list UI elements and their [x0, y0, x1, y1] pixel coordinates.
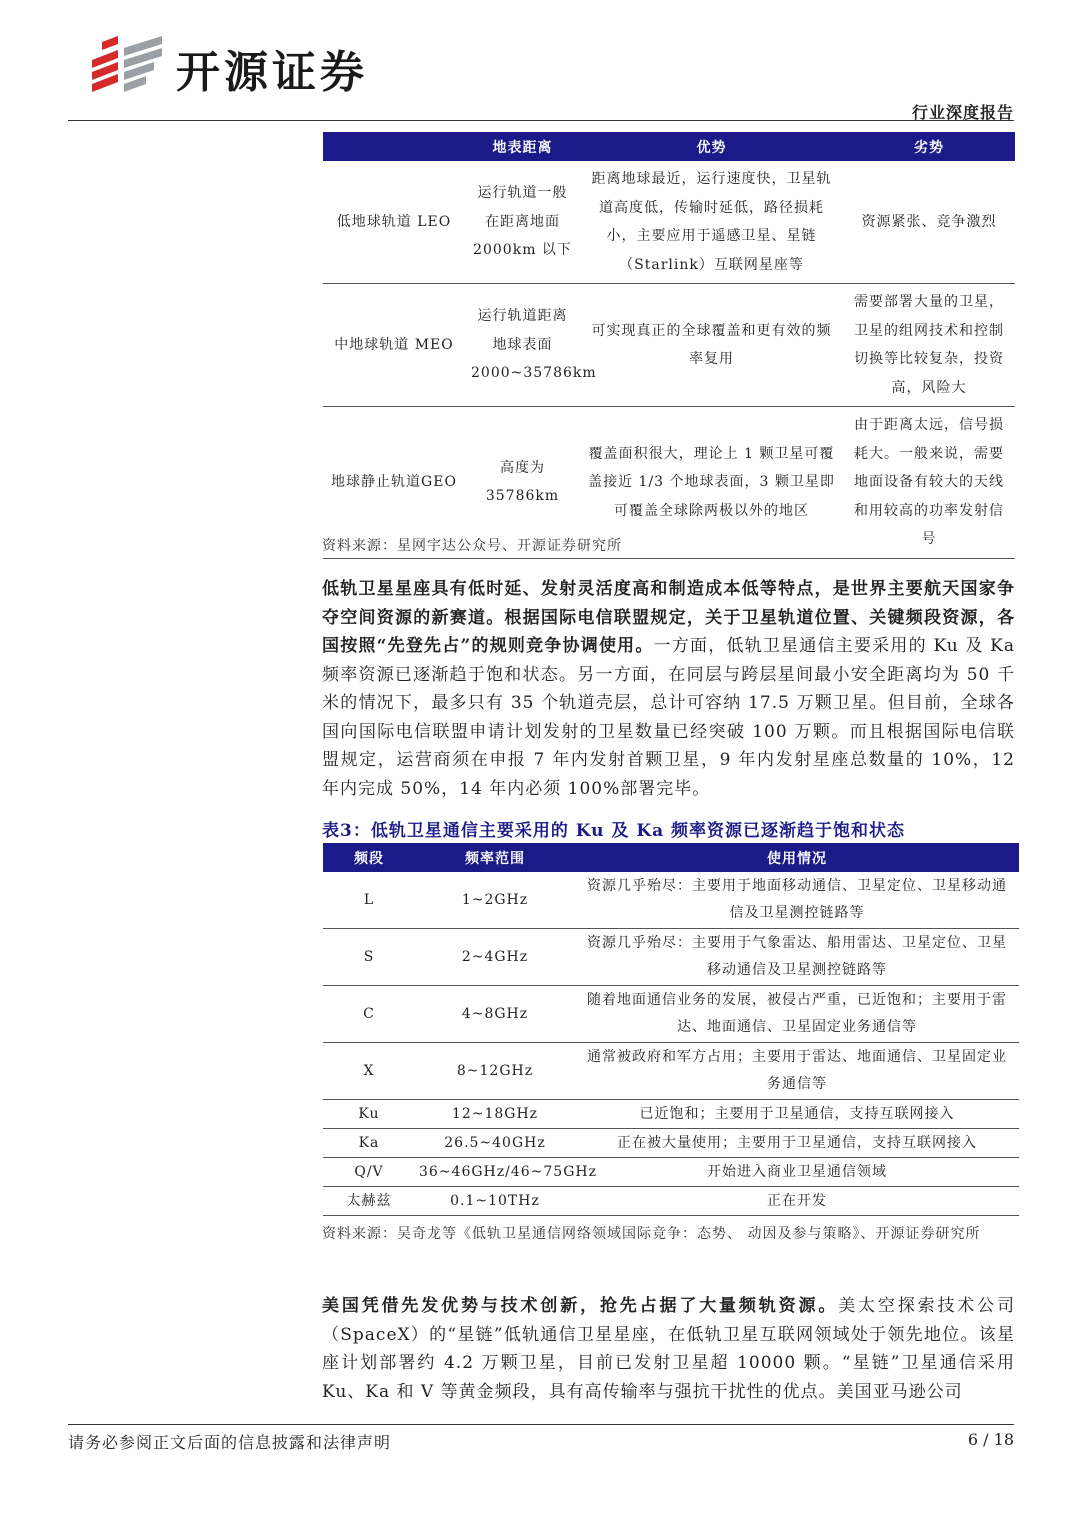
paragraph-text: 一方面，低轨卫星通信主要采用的 Ku 及 Ka 频率资源已逐渐趋于饱和状态。另一方面，在同层与跨层星间最小安全距离均为 50 千米的情况下，最多只有 35 个轨道壳层，总计可容纳 17.5 万颗卫星。但目前，全球各国向国际电信联盟申请计划发射的卫星数量已经突破 100 万颗。而且根据国际电信联盟规定，运营商须在申报 7 年内发射首颗卫星，9 年内发射星座总数量的 10%，12 年内完成 50%，14 年内必须 100%部署完毕。 — [322, 636, 1016, 799]
report-type: 行业深度报告 — [911, 103, 1014, 122]
kaiyuan-logo-icon — [88, 32, 166, 98]
orbit-distance: 运行轨道一般在距离地面2000km 以下 — [465, 161, 580, 284]
header-cell: 地表距离 — [465, 132, 580, 161]
disclaimer-text: 请务必参阅正文后面的信息披露和法律声明 — [68, 1433, 392, 1452]
header-cell: 频段 — [323, 843, 415, 872]
orbit-advantage: 可实现真正的全球覆盖和更有效的频率复用 — [580, 284, 843, 407]
paragraph-bold-lead: 低轨卫星星座具有低时延、发射灵活度高和制造成本低等特点，是世界主要航天国家争夺空间资源的新赛道。根据国际电信联盟规定，关于卫星轨道位置、关键频段资源，各国按照“先登先占”的规则竞争协调使用。 — [322, 579, 1015, 656]
frequency-band-table — [323, 843, 1019, 1216]
header-cell: 使用情况 — [575, 843, 1019, 872]
table-row — [323, 929, 1019, 986]
table-row — [323, 986, 1019, 1043]
table-row — [323, 1158, 1019, 1187]
body-paragraph — [322, 1292, 1015, 1406]
table-row — [323, 1187, 1019, 1216]
band-name: C — [323, 986, 415, 1043]
band-name: Ka — [323, 1129, 415, 1158]
table-row — [323, 284, 1015, 407]
orbit-disadvantage: 需要部署大量的卫星，卫星的组网技术和控制切换等比较复杂，投资高，风险大 — [843, 284, 1015, 407]
band-range: 0.1~10THz — [415, 1187, 575, 1216]
band-name: Ku — [323, 1100, 415, 1129]
header-cell: 优势 — [580, 132, 843, 161]
band-range: 4~8GHz — [415, 986, 575, 1043]
table-row — [323, 161, 1015, 284]
band-range: 12~18GHz — [415, 1100, 575, 1129]
table-row — [323, 1043, 1019, 1100]
band-usage: 通常被政府和军方占用；主要用于雷达、地面通信、卫星固定业务通信等 — [575, 1043, 1019, 1100]
orbit-disadvantage: 资源紧张、竞争激烈 — [843, 161, 1015, 284]
band-usage: 资源几乎殆尽：主要用于地面移动通信、卫星定位、卫星移动通信及卫星测控链路等 — [575, 872, 1019, 929]
header-cell — [323, 132, 465, 161]
page-number: 6 / 18 — [967, 1430, 1014, 1449]
paragraph-text: 美太空探索技术公司（SpaceX）的“星链”低轨通信卫星星座，在低轨卫星互联网领域处于领先地位。该星座计划部署约 4.2 万颗卫星，目前已发射卫星超 10000 颗。“星链”卫星通信采用 Ku、Ka 和 V 等黄金频段，具有高传输率与强抗干扰性的优点。美国亚马逊公司 — [322, 1296, 1016, 1402]
band-usage: 已近饱和；主要用于卫星通信，支持互联网接入 — [575, 1100, 1019, 1129]
band-range: 26.5~40GHz — [415, 1129, 575, 1158]
band-range: 2~4GHz — [415, 929, 575, 986]
orbit-distance: 高度为35786km — [465, 407, 580, 559]
band-name: 太赫兹 — [323, 1187, 415, 1216]
band-name: Q/V — [323, 1158, 415, 1187]
table-header-row — [323, 132, 1015, 161]
header-cell: 劣势 — [843, 132, 1015, 161]
band-usage: 随着地面通信业务的发展，被侵占严重，已近饱和；主要用于雷达、地面通信、卫星固定业务通信等 — [575, 986, 1019, 1043]
band-usage: 资源几乎殆尽：主要用于气象雷达、船用雷达、卫星定位、卫星移动通信及卫星测控链路等 — [575, 929, 1019, 986]
band-name: L — [323, 872, 415, 929]
table-title: 表3：低轨卫星通信主要采用的 Ku 及 Ka 频率资源已逐渐趋于饱和状态 — [322, 821, 906, 841]
orbit-name: 中地球轨道 MEO — [323, 284, 465, 407]
body-paragraph — [322, 575, 1015, 803]
orbit-comparison-table — [323, 132, 1015, 559]
band-usage: 正在开发 — [575, 1187, 1019, 1216]
table-row — [323, 872, 1019, 929]
orbit-name: 地球静止轨道GEO — [323, 407, 465, 559]
band-name: S — [323, 929, 415, 986]
band-range: 8~12GHz — [415, 1043, 575, 1100]
band-range: 36~46GHz/46~75GHz — [415, 1158, 575, 1187]
band-name: X — [323, 1043, 415, 1100]
header-cell: 频率范围 — [415, 843, 575, 872]
band-usage: 正在被大量使用；主要用于卫星通信，支持互联网接入 — [575, 1129, 1019, 1158]
table-source: 资料来源：星网宇达公众号、开源证券研究所 — [322, 538, 622, 554]
band-range: 1~2GHz — [415, 872, 575, 929]
brand-name: 开源证券 — [176, 47, 368, 98]
orbit-name: 低地球轨道 LEO — [323, 161, 465, 284]
orbit-advantage: 覆盖面积很大，理论上 1 颗卫星可覆盖接近 1/3 个地球表面，3 颗卫星即可覆盖全球除两极以外的地区 — [580, 407, 843, 559]
orbit-distance: 运行轨道距离地球表面2000~35786km — [465, 284, 580, 407]
band-usage: 开始进入商业卫星通信领域 — [575, 1158, 1019, 1187]
paragraph-bold-lead: 美国凭借先发优势与技术创新，抢先占据了大量频轨资源。 — [322, 1296, 839, 1316]
orbit-advantage: 距离地球最近，运行速度快，卫星轨道高度低，传输时延低，路径损耗小，主要应用于遥感卫星、星链（Starlink）互联网星座等 — [580, 161, 843, 284]
footer-divider — [68, 1424, 1014, 1425]
header-divider — [68, 120, 1014, 121]
table-row — [323, 1129, 1019, 1158]
table-row — [323, 1100, 1019, 1129]
orbit-disadvantage: 由于距离太远，信号损耗大。一般来说，需要地面设备有较大的天线和用较高的功率发射信号 — [843, 407, 1015, 559]
table-source: 资料来源：吴奇龙等《低轨卫星通信网络领域国际竞争：态势、 动因及参与策略》、开源证券研究所 — [322, 1226, 981, 1242]
table-header-row — [323, 843, 1019, 872]
page-header — [0, 0, 1080, 125]
